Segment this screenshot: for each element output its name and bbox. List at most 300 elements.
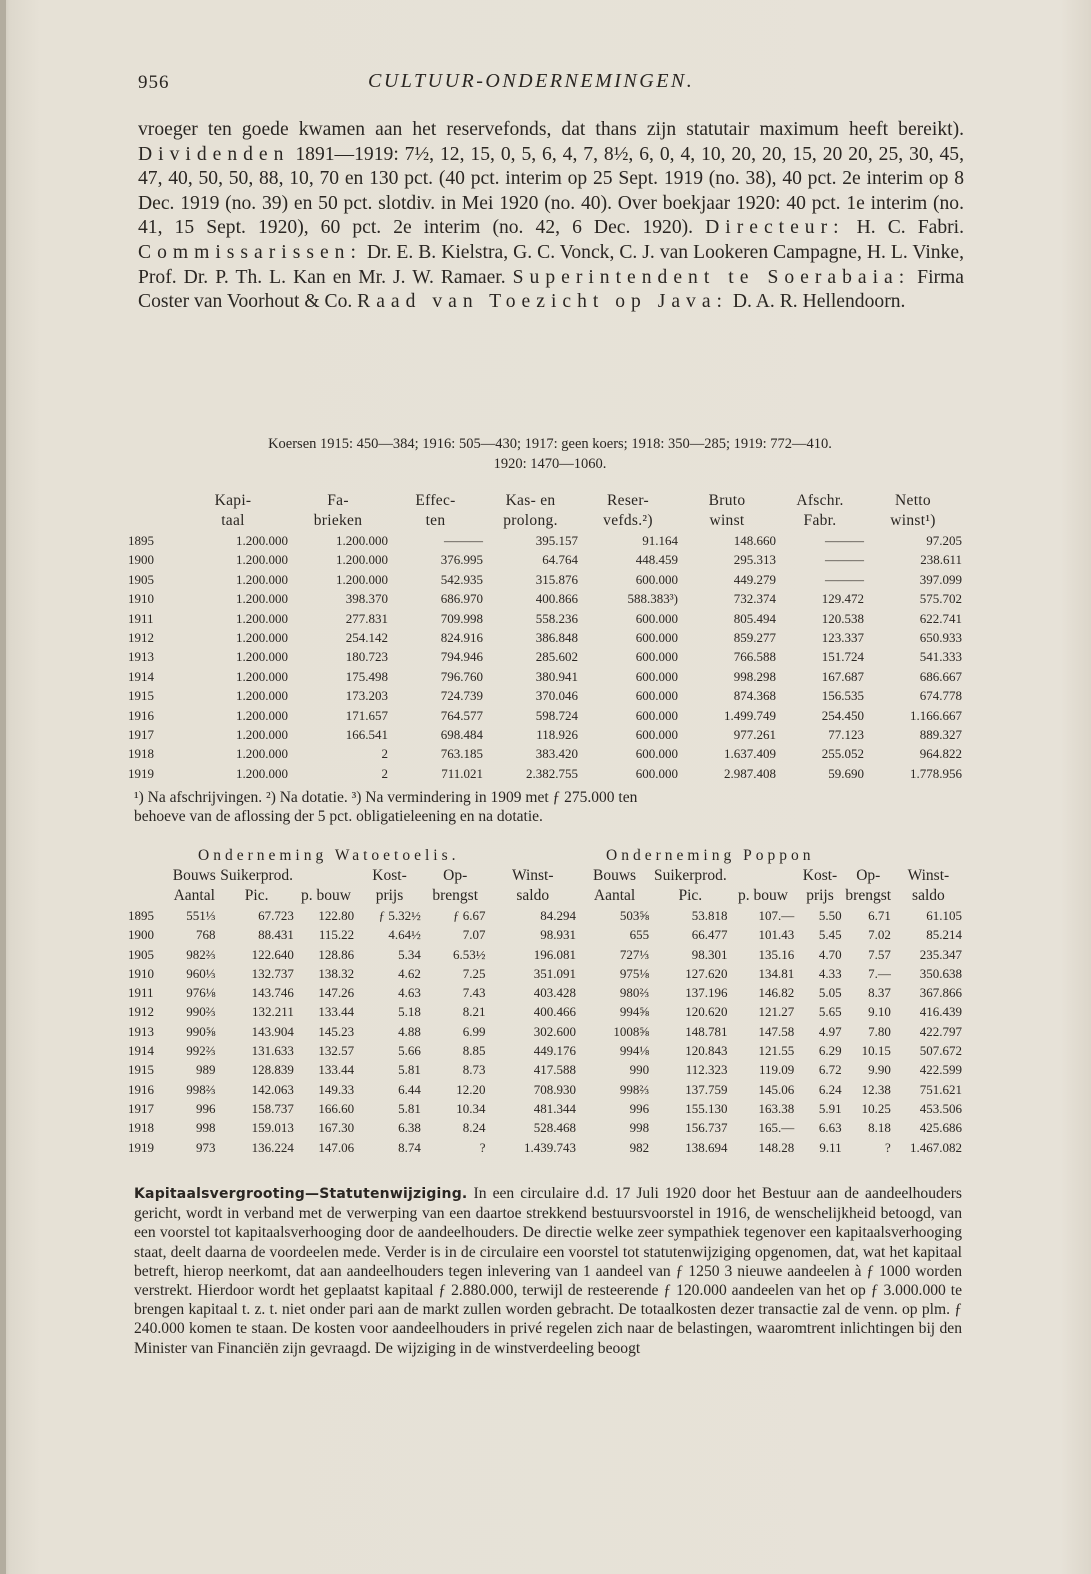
table-cell: 64.764 <box>542 552 578 568</box>
table-cell: 960⅓ <box>186 965 216 981</box>
table-cell: 4.88 <box>398 1023 421 1039</box>
running-title: CULTUUR-ONDERNEMINGEN. <box>368 70 695 92</box>
plantation-col-header: p. bouw <box>737 887 788 904</box>
table-cell: 996 <box>629 1100 650 1116</box>
row-year: 1915 <box>128 688 154 704</box>
table-cell: 528.468 <box>533 1120 576 1136</box>
table-cell: 277.831 <box>345 610 388 626</box>
table-cell: 158.737 <box>251 1100 294 1116</box>
table-cell: 148.28 <box>758 1139 795 1155</box>
table-row <box>128 1041 964 1060</box>
table-cell: 7.25 <box>462 965 486 981</box>
table-cell: 146.82 <box>758 985 795 1001</box>
plantation-col-header: Winst- <box>511 867 554 884</box>
table-cell: 138.32 <box>318 965 355 981</box>
table-cell: 4.62 <box>398 965 421 981</box>
table-cell: 295.313 <box>733 552 776 568</box>
table-cell: 5.05 <box>818 985 842 1001</box>
row-year: 1895 <box>128 533 154 548</box>
table-row <box>128 1060 964 1079</box>
table-cell: 376.995 <box>440 552 483 568</box>
table-row <box>128 764 962 783</box>
table-cell: 159.013 <box>251 1120 294 1136</box>
table-cell: 600.000 <box>635 610 678 626</box>
table-cell: 133.44 <box>318 1062 355 1078</box>
financial-col-header <box>128 511 178 531</box>
table-cell: 503⅝ <box>619 908 650 923</box>
table-cell: 1.200.000 <box>236 591 288 607</box>
table-cell: 143.746 <box>251 985 294 1001</box>
table-cell: 686.970 <box>440 591 483 607</box>
plantation-col-header <box>128 886 171 906</box>
table-cell: 370.046 <box>535 688 578 704</box>
table-cell: 10.25 <box>861 1100 891 1116</box>
table-cell: 600.000 <box>635 649 678 665</box>
plantation-col-header: p. bouw <box>301 887 351 904</box>
table-cell: 128.839 <box>251 1062 294 1078</box>
directeur-label: Directeur: <box>705 217 845 239</box>
table-cell: 6.71 <box>868 908 891 923</box>
financial-table-header-row-1 <box>128 491 962 511</box>
table-cell: 7.— <box>868 965 891 981</box>
table-cell: 990⅔ <box>186 1004 216 1020</box>
table-cell: 1.439.743 <box>523 1139 576 1155</box>
table-cell: 980⅔ <box>619 985 650 1001</box>
plantation-col-header: Bouws <box>593 867 637 884</box>
plantation-col-header: brengst <box>845 887 892 904</box>
financial-col-header: Netto <box>895 492 931 509</box>
plantation-col-header: Aantal <box>173 887 215 904</box>
table-cell: 824.916 <box>440 630 483 646</box>
row-year: 1910 <box>128 591 154 607</box>
table-cell: 120.620 <box>685 1004 728 1020</box>
row-year: 1895 <box>128 908 154 923</box>
table-cell: 1.200.000 <box>236 688 288 704</box>
financial-table-body <box>128 531 962 783</box>
table-row <box>128 1002 964 1021</box>
table-cell: ƒ 5.32½ <box>378 908 421 923</box>
section-body: In een circulaire d.d. 17 Juli 1920 door het Bestuur aan de aandeelhouders gericht, wordt in verband met de verwerping van een daartoe strekkend bestuursvoorstel in 1916, de wenschelijkheid betoogd, van een voorstel tot kapitaalsverhooging door de aandeelhouders. De directie welke zeer sympathiek tegenover een kapitaalsverhooging staat, deelt daarna de voordeelen mede. Verder is in de circulaire een voorstel tot statutenwijziging opgenomen, dat, wat het kapitaal betreft, hierop neerkomt, dat aan aandeelhouders tegen inlevering van 1 aandeel van ƒ 1250 3 nieuwe aandeelen à ƒ 1000 worden verstrekt. Hierdoor wordt het geplaatst kapitaal ƒ 2.880.000, terwijl de resteerende ƒ 120.000 aandeelen van het op ƒ 3.000.000 te brengen kapitaal t. z. t. niet onder pari aan de markt zullen worden gebracht. De totaalkosten dezer transactie zal de venn. op plm. ƒ 240.000 komen te staan. De kosten voor aandeelhouders in privé regelen zich naar de belastingen, waaromtrent inlichtingen bij den Minister van Financiën zijn gevraagd. De wijziging in de winstverdeeling beoogt <box>134 1185 962 1357</box>
table-cell: 6.63 <box>818 1120 842 1136</box>
table-cell: 998⅔ <box>186 1081 216 1097</box>
table-cell: 1.200.000 <box>236 746 288 762</box>
table-cell: 59.690 <box>828 765 864 781</box>
table-cell: 98.301 <box>691 946 728 962</box>
table-cell: 600.000 <box>635 727 678 743</box>
table-cell: 805.494 <box>733 610 776 626</box>
table-cell: 8.73 <box>462 1062 486 1078</box>
table-cell: 175.498 <box>345 668 388 684</box>
table-cell: 147.26 <box>318 985 355 1001</box>
table-cell: 994⅛ <box>619 1043 650 1059</box>
table-cell: 1.499.749 <box>724 707 776 723</box>
table-cell: 107.— <box>758 908 795 923</box>
table-cell: 155.130 <box>685 1100 728 1116</box>
table-cell: 1.200.000 <box>236 571 288 587</box>
table-row <box>128 686 962 705</box>
table-cell: 989 <box>195 1062 216 1078</box>
table-cell: 551⅓ <box>186 908 216 923</box>
table-cell: 542.935 <box>440 571 483 587</box>
table-cell: 122.640 <box>251 946 294 962</box>
financial-table <box>128 491 962 783</box>
financial-col-header: Kapi- <box>214 492 252 509</box>
intro-text-3: H. C. Fabri. <box>844 217 965 239</box>
table-cell: 1.200.000 <box>236 707 288 723</box>
table-cell: 708.930 <box>533 1081 576 1097</box>
table-cell: 66.477 <box>691 927 728 943</box>
plantation-col-header <box>296 866 356 886</box>
table-cell: 395.157 <box>535 533 578 548</box>
footnote-line-2: behoeve van de aflossing der 5 pct. obligatieleening en na dotatie. <box>134 808 543 825</box>
table-cell: 383.420 <box>535 746 578 762</box>
table-cell: 163.38 <box>758 1100 795 1116</box>
table-cell: 285.602 <box>535 649 578 665</box>
table-cell: 8.24 <box>462 1120 486 1136</box>
plantation-col-header: brengst <box>432 887 479 904</box>
table-cell: 724.739 <box>440 688 483 704</box>
financial-col-header: winst <box>709 512 745 529</box>
table-cell: 4.63 <box>398 985 421 1001</box>
table-cell: 2.987.408 <box>724 765 776 781</box>
row-year: 1919 <box>128 1139 154 1155</box>
row-year: 1912 <box>128 1004 154 1020</box>
table-row <box>128 983 964 1002</box>
table-cell: 600.000 <box>635 707 678 723</box>
table-cell: 166.60 <box>318 1100 355 1116</box>
page-number: 956 <box>138 72 170 93</box>
table-cell: 136.224 <box>251 1139 294 1155</box>
table-row <box>128 1138 964 1157</box>
table-cell: 8.85 <box>462 1043 486 1059</box>
financial-col-header <box>128 491 178 511</box>
table-cell: 622.741 <box>919 610 962 626</box>
table-cell: 112.323 <box>685 1062 728 1078</box>
plantation-table-body <box>128 906 964 1157</box>
table-cell: 97.205 <box>926 533 962 548</box>
table-cell: 1.200.000 <box>236 765 288 781</box>
table-cell: 123.337 <box>821 630 864 646</box>
table-cell: 1.200.000 <box>236 630 288 646</box>
table-cell: 7.07 <box>462 927 486 943</box>
table-row <box>128 964 964 983</box>
table-row <box>128 906 964 925</box>
table-cell: 8.21 <box>462 1004 486 1020</box>
table-cell: 416.439 <box>919 1004 962 1020</box>
table-cell: 400.466 <box>533 1004 576 1020</box>
table-cell: 448.459 <box>635 552 678 568</box>
table-cell: 403.428 <box>533 985 576 1001</box>
table-cell: 1.200.000 <box>336 552 388 568</box>
table-cell: 5.50 <box>818 908 842 923</box>
table-cell: 449.176 <box>533 1043 576 1059</box>
table-cell: 122.80 <box>318 908 355 923</box>
table-cell: 768 <box>195 927 216 943</box>
page-header <box>0 70 1091 100</box>
row-year: 1914 <box>128 1043 154 1059</box>
table-cell: 145.23 <box>318 1023 355 1039</box>
table-cell: 351.091 <box>533 965 576 981</box>
table-cell: 180.723 <box>345 649 388 665</box>
table-cell: ? <box>479 1139 486 1155</box>
table-cell: 650.933 <box>919 630 962 646</box>
table-cell: 118.926 <box>536 727 578 743</box>
table-cell: 481.344 <box>533 1100 576 1116</box>
table-cell: 148.660 <box>733 533 776 548</box>
table-cell: 400.866 <box>535 591 578 607</box>
table-cell: 315.876 <box>535 571 578 587</box>
table-cell: 600.000 <box>635 688 678 704</box>
raad-label: Raad van Toezicht op Java: <box>357 291 728 313</box>
table-cell: 131.633 <box>251 1043 294 1059</box>
intro-text-4: Dr. E. B. Kielstra, G. C. Vonck, C. J. van Lookeren Campagne, H. L. Vinke, Prof. Dr. P. Th. L. Kan en Mr. J. W. Ramaer. <box>138 241 964 288</box>
table-cell: 137.196 <box>685 985 728 1001</box>
table-cell: 600.000 <box>635 765 678 781</box>
table-cell: 67.723 <box>258 908 294 923</box>
table-cell: 5.65 <box>818 1004 842 1020</box>
table-cell: 138.694 <box>685 1139 728 1155</box>
table-row <box>128 1118 964 1137</box>
table-cell: 121.27 <box>758 1004 795 1020</box>
row-year: 1912 <box>128 630 154 646</box>
koersen-block <box>140 434 960 474</box>
table-cell: 727⅓ <box>619 946 650 962</box>
table-cell: 7.57 <box>868 946 891 962</box>
table-cell: 132.211 <box>252 1004 294 1020</box>
table-cell: 133.44 <box>318 1004 355 1020</box>
table-cell: 167.30 <box>318 1120 355 1136</box>
table-cell: 973 <box>195 1139 216 1155</box>
table-cell: 998.298 <box>733 668 776 684</box>
table-cell: 453.506 <box>919 1100 962 1116</box>
table-cell: 134.81 <box>758 965 795 981</box>
table-cell: 732.374 <box>733 591 776 607</box>
table-row <box>128 647 962 666</box>
table-cell: 1.166.667 <box>910 707 962 723</box>
table-cell: 889.327 <box>919 727 962 743</box>
table-cell: 120.843 <box>685 1043 728 1059</box>
table-cell: 425.686 <box>919 1120 962 1136</box>
table-cell: 2 <box>381 765 388 781</box>
table-cell: 254.142 <box>345 630 388 646</box>
table-cell: 148.781 <box>685 1023 728 1039</box>
table-cell: 996 <box>195 1100 216 1116</box>
table-cell: 998 <box>629 1120 650 1136</box>
financial-col-header: Effec- <box>415 492 456 509</box>
table-cell: 751.621 <box>919 1081 962 1097</box>
table-cell: 135.16 <box>758 946 795 962</box>
table-cell: 1.200.000 <box>336 533 388 548</box>
table-cell: 9.90 <box>868 1062 891 1078</box>
table-cell: 1.200.000 <box>336 571 388 587</box>
table-cell: 238.611 <box>920 552 962 568</box>
table-cell: 449.279 <box>733 571 776 587</box>
table-cell: 143.904 <box>251 1023 294 1039</box>
table-cell: 84.294 <box>540 908 576 923</box>
plantation-col-header <box>730 866 797 886</box>
table-cell: 7.02 <box>868 927 891 943</box>
table-cell: 7.43 <box>462 985 486 1001</box>
table-cell: 975⅛ <box>619 965 650 981</box>
table-cell: 994⅝ <box>619 1004 650 1020</box>
table-cell: 6.38 <box>398 1120 421 1136</box>
table-cell: 129.472 <box>821 591 864 607</box>
table-cell: 422.599 <box>919 1062 962 1078</box>
table-cell: 173.203 <box>345 688 388 704</box>
table-cell: 8.37 <box>868 985 891 1001</box>
intro-text-1: vroeger ten goede kwamen aan het reservefonds, dat thans zijn statutair maximum heeft bereikt). <box>138 119 964 140</box>
commissarissen-label: Commissarissen: <box>138 241 362 263</box>
row-year: 1915 <box>128 1062 154 1078</box>
table-cell: 145.06 <box>758 1081 795 1097</box>
table-cell: 235.347 <box>919 946 962 962</box>
plantation-col-header: Pic. <box>678 887 703 904</box>
table-cell: 964.822 <box>919 746 962 762</box>
plantation-col-header: Winst- <box>907 867 950 884</box>
plantation-col-header: Kost- <box>802 867 838 884</box>
table-cell: 147.58 <box>758 1023 795 1039</box>
table-cell: 121.55 <box>758 1043 795 1059</box>
table-cell: ——— <box>825 533 864 548</box>
row-year: 1919 <box>128 765 154 781</box>
table-cell: 764.577 <box>440 707 483 723</box>
table-cell: 196.081 <box>533 946 576 962</box>
table-cell: 5.91 <box>818 1100 842 1116</box>
table-cell: 976⅛ <box>186 985 216 1001</box>
plantation-col-header: Op- <box>443 867 468 884</box>
table-cell: 982 <box>629 1139 650 1155</box>
plantation-table <box>128 866 964 1157</box>
row-year: 1916 <box>128 1081 154 1097</box>
table-cell: 998⅔ <box>619 1081 650 1097</box>
table-cell: 4.97 <box>818 1023 842 1039</box>
plantation-col-header: Bouws <box>172 867 216 884</box>
financial-col-header: ten <box>425 512 446 529</box>
table-cell: 5.18 <box>398 1004 421 1020</box>
plantation-col-header: prijs <box>375 887 404 904</box>
section-paragraph <box>134 1184 962 1358</box>
table-cell: 859.277 <box>733 630 776 646</box>
table-cell: 171.657 <box>345 707 388 723</box>
table-row <box>128 628 962 647</box>
financial-col-header: Fabr. <box>803 512 837 529</box>
table-cell: 165.— <box>758 1120 795 1136</box>
row-year: 1910 <box>128 965 154 981</box>
table-cell: 982⅔ <box>186 946 216 962</box>
table-cell: 417.588 <box>533 1062 576 1078</box>
row-year: 1905 <box>128 571 154 587</box>
table-cell: 711.021 <box>441 765 483 781</box>
table-cell: 2.382.755 <box>526 765 578 781</box>
table-cell: 91.164 <box>642 533 678 548</box>
table-cell: ƒ 6.67 <box>453 908 486 923</box>
table-cell: 77.123 <box>828 727 864 743</box>
table-cell: 4.33 <box>818 965 842 981</box>
financial-col-header: brieken <box>313 512 363 529</box>
plantation-col-header: Aantal <box>593 887 636 904</box>
table-cell: 5.81 <box>398 1062 421 1078</box>
financial-col-header: prolong. <box>503 512 558 529</box>
table-cell: 1008⅝ <box>613 1023 650 1039</box>
table-row <box>128 550 962 569</box>
table-cell: 766.588 <box>733 649 776 665</box>
table-cell: 142.063 <box>251 1081 294 1097</box>
table-cell: 149.33 <box>318 1081 355 1097</box>
row-year: 1918 <box>128 1120 154 1136</box>
table-cell: 796.760 <box>440 668 483 684</box>
koersen-line-1: Koersen 1915: 450—384; 1916: 505—430; 1917: geen koers; 1918: 350—285; 1919: 772—410. <box>268 436 832 452</box>
table-cell: 254.450 <box>821 707 864 723</box>
row-year: 1918 <box>128 746 154 762</box>
plantation-col-header: saldo <box>516 887 550 904</box>
table-row <box>128 1099 964 1118</box>
table-row <box>128 744 962 763</box>
financial-col-header: Reser- <box>607 492 649 509</box>
row-year: 1905 <box>128 946 154 962</box>
caption-watoetoelis: Onderneming Watoetoelis. <box>198 847 460 864</box>
table-cell: 1.778.956 <box>910 765 962 781</box>
plantation-col-header: Suikerprod. <box>653 867 727 884</box>
financial-col-header: taal <box>221 512 245 529</box>
table-cell: 12.20 <box>456 1081 486 1097</box>
table-cell: 5.34 <box>398 946 421 962</box>
table-cell: 53.818 <box>691 908 728 923</box>
table-cell: 422.797 <box>919 1023 962 1039</box>
table-cell: 600.000 <box>635 571 678 587</box>
plantation-table-header <box>128 866 964 906</box>
table-cell: 686.667 <box>919 668 962 684</box>
table-cell: 698.484 <box>440 727 483 743</box>
table-cell: 166.541 <box>345 727 388 743</box>
table-cell: 1.200.000 <box>236 649 288 665</box>
table-row <box>128 945 964 964</box>
table-cell: 12.38 <box>861 1081 891 1097</box>
table-cell: 655 <box>629 927 650 943</box>
plantation-col-header: saldo <box>912 887 945 904</box>
financial-table-header <box>128 491 962 531</box>
table-cell: 350.638 <box>919 965 962 981</box>
table-cell: 709.998 <box>440 610 483 626</box>
financial-col-header: Bruto <box>708 492 746 509</box>
table-cell: 380.941 <box>535 668 578 684</box>
row-year: 1911 <box>128 985 154 1001</box>
financial-col-header: vefds.²) <box>603 512 653 529</box>
table-cell: 1.200.000 <box>236 727 288 743</box>
financial-col-header: Fa- <box>327 492 349 509</box>
table-cell: 302.600 <box>533 1023 576 1039</box>
table-cell: 101.43 <box>758 927 795 943</box>
table-cell: 61.105 <box>926 908 962 923</box>
table-cell: 4.64½ <box>388 927 421 943</box>
table-cell: 600.000 <box>635 668 678 684</box>
intro-text-5: Firma Coster van Voorhout & Co. <box>138 266 964 313</box>
table-cell: 4.70 <box>818 946 842 962</box>
table-cell: 5.45 <box>818 927 842 943</box>
table-row <box>128 570 962 589</box>
table-cell: 5.66 <box>398 1043 421 1059</box>
table-cell: 85.214 <box>926 927 962 943</box>
table-cell: 367.866 <box>919 985 962 1001</box>
plantation-table-header-row-2 <box>128 886 964 906</box>
plantation-col-header: Op- <box>856 867 881 884</box>
table-cell: 98.931 <box>540 927 576 943</box>
table-cell: 6.44 <box>398 1081 421 1097</box>
table-cell: 1.200.000 <box>236 668 288 684</box>
superintendent-label: Superintendent te Soerabaia: <box>512 266 911 288</box>
table-cell: 6.29 <box>818 1043 842 1059</box>
plantation-col-header: prijs <box>806 887 834 904</box>
table-cell: 6.99 <box>462 1023 486 1039</box>
